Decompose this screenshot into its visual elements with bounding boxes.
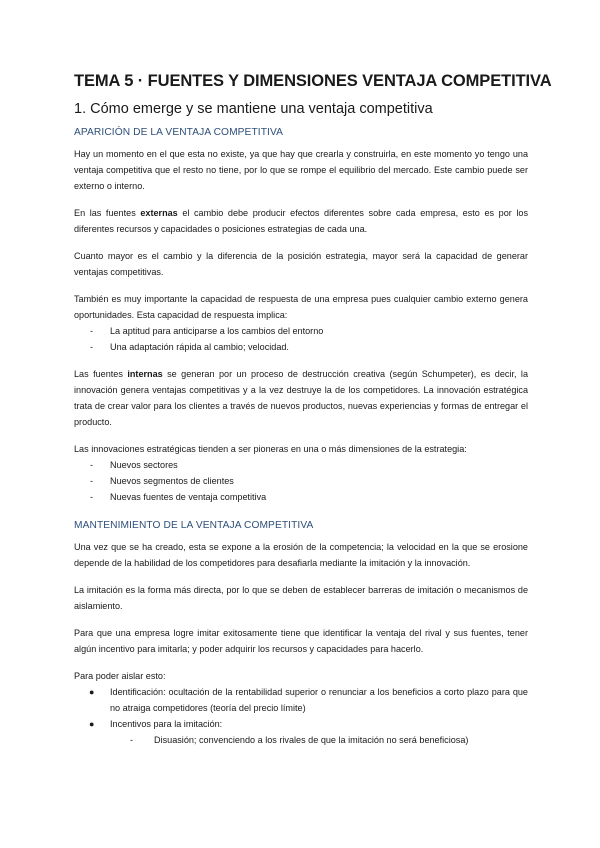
paragraph: Para que una empresa logre imitar exitosamente tiene que identificar la ventaja del rival y sus fuentes, tener algún incentivo para imitarla; y poder adquirir los recursos y capacidades para hacerlo. — [74, 628, 528, 654]
paragraph: Las innovaciones estratégicas tienden a ser pioneras en una o más dimensiones de la estrategia: — [74, 444, 467, 454]
paragraph: En las fuentes externas el cambio debe producir efectos diferentes sobre cada empresa, esto es por los diferentes recursos y capacidades o posiciones estrategias de cada una. — [74, 208, 528, 234]
bullet-list — [74, 684, 528, 732]
sub-dash-list — [74, 732, 528, 748]
dash-list — [74, 457, 528, 505]
paragraph: Cuanto mayor es el cambio y la diferencia de la posición estrategia, mayor será la capacidad de generar ventajas competitivas. — [74, 251, 528, 277]
bullet-icon: ● — [89, 687, 95, 697]
paragraph: También es muy importante la capacidad de respuesta de una empresa pues cualquier cambio externo genera oportunidades. Esta capacidad de respuesta implica: — [74, 294, 528, 320]
subsection-heading-mantenimiento: MANTENIMIENTO DE LA VENTAJA COMPETITIVA — [74, 520, 314, 531]
list-item: - Nuevos segmentos de clientes — [74, 473, 528, 489]
bullet-icon: ● — [89, 719, 95, 729]
paragraph: Una vez que se ha creado, esta se expone a la erosión de la competencia; la velocidad en la que se erosione depende de la habilidad de los competidores para desafiarla mediante la imitación y la innovación. — [74, 542, 528, 568]
subsection-heading-aparicion: APARICIÓN DE LA VENTAJA COMPETITIVA — [74, 127, 283, 138]
document-title: TEMA 5 · FUENTES Y DIMENSIONES VENTAJA COMPETITIVA — [74, 72, 552, 90]
paragraph: Las fuentes internas se generan por un proceso de destrucción creativa (según Schumpeter), es decir, la innovación genera ventajas competitivas y a la vez destruye la de los competidores. La innovación estratégica trata de crear valor para los clientes a través de nuevos productos, nuevas experiencias y formas de entregar el producto. — [74, 369, 528, 427]
dash-list — [74, 323, 528, 355]
list-item: - Nuevos sectores — [74, 457, 528, 473]
list-item: - Una adaptación rápida al cambio; velocidad. — [74, 339, 528, 355]
section-heading-1: 1. Cómo emerge y se mantiene una ventaja competitiva — [74, 101, 433, 117]
paragraph: Para poder aislar esto: — [74, 671, 166, 681]
list-item: - La aptitud para anticiparse a los cambios del entorno — [74, 323, 528, 339]
list-item: - Nuevas fuentes de ventaja competitiva — [74, 489, 528, 505]
paragraph: Hay un momento en el que esta no existe, ya que hay que crearla y construirla, en este momento yo tengo una ventaja competitiva que el resto no tiene, por lo que se rompe el equilibrio del mercado. Este cambio puede ser externo o interno. — [74, 149, 528, 191]
list-item: ● Identificación: ocultación de la rentabilidad superior o renunciar a los beneficios a corto plazo para que no atraiga competidores (teoría del precio límite) — [74, 684, 528, 716]
list-item: - Disuasión; convenciendo a los rivales de que la imitación no será beneficiosa) — [74, 732, 528, 748]
bold-term: externas — [140, 208, 178, 218]
bold-term: internas — [127, 369, 163, 379]
paragraph: La imitación es la forma más directa, por lo que se deben de establecer barreras de imitación o mecanismos de aislamiento. — [74, 585, 528, 611]
list-item: ● Incentivos para la imitación: — [74, 716, 528, 732]
document-page — [74, 72, 552, 748]
